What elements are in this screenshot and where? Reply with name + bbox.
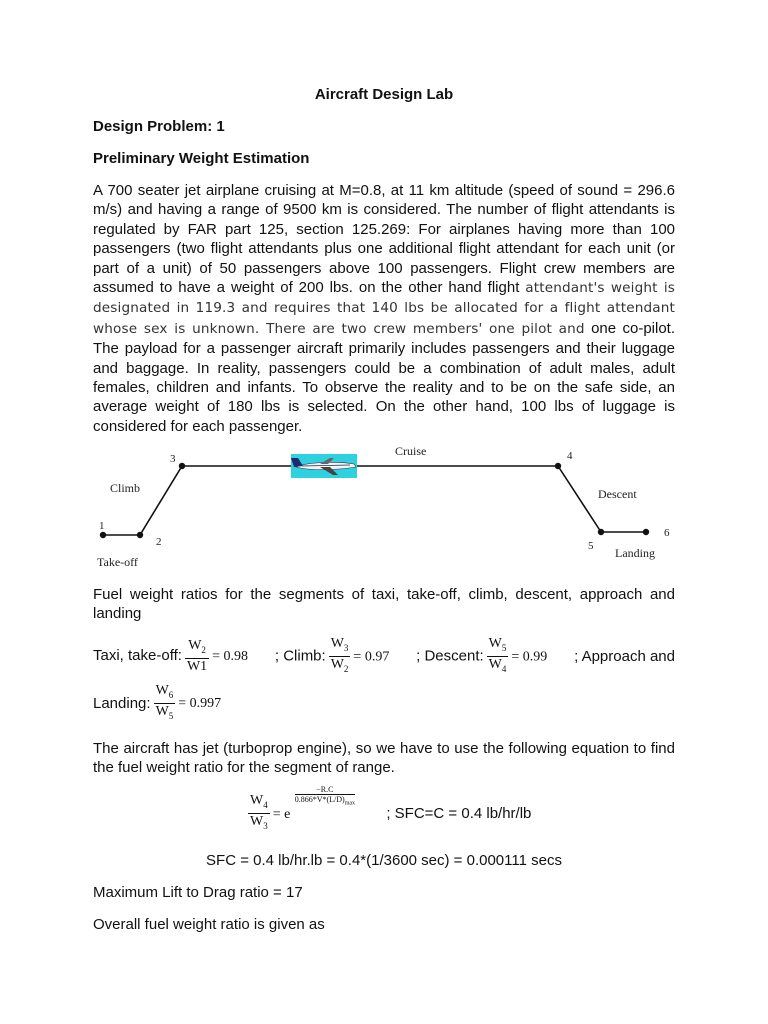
problem-heading: Design Problem: 1 (93, 118, 225, 135)
descent-segment (558, 466, 601, 532)
page-title: Aircraft Design Lab (314, 86, 454, 103)
point-label-1: 1 (99, 520, 105, 532)
waypoint-1 (100, 532, 106, 538)
descent-label: ; Descent: (416, 646, 484, 664)
waypoint-6 (643, 529, 649, 535)
point-label-6: 6 (664, 527, 670, 539)
sfc-line: SFC = 0.4 lb/hr.lb = 0.4*(1/3600 sec) = 0.000111 secs (206, 852, 562, 869)
takeoff-label: Take-off (97, 555, 138, 569)
point-label-3: 3 (170, 453, 176, 465)
intro-part2: attendant's weight is designated in 119.3 and requires that 140 lbs be allocated for a flight attendant whose sex is unknown. There are two crew members' one pilot and (93, 280, 675, 337)
exponential-term: = e −R.C $0.866*V*(L/D)_{max}$ (272, 785, 356, 822)
climb-label: ; Climb: (274, 646, 326, 664)
exponent-fraction: −R.C $0.866*V*(L/D)_{max}$ (294, 785, 356, 807)
ratios-intro: Fuel weight ratios for the segments of taxi, take-off, climb, descent, approach and landing (93, 586, 675, 623)
point-label-2: 2 (156, 536, 162, 548)
climb-value: = 0.97 (353, 648, 390, 664)
waypoint-3 (179, 463, 185, 469)
landing-value: = 0.997 (178, 695, 222, 711)
climb-segment (140, 466, 182, 535)
sfc-inline: ; SFC=C = 0.4 lb/hr/lb (386, 804, 532, 822)
climb-label: Climb (110, 481, 141, 495)
approach-label: ; Approach and (574, 647, 675, 665)
taxi-group (93, 638, 248, 674)
point-label-4: 4 (567, 450, 573, 462)
descent-fraction: $\frac{W_5}{W_4}$ (488, 635, 507, 674)
waypoint-2 (137, 532, 143, 538)
landing-fraction: $\frac{W_6}{W_5}$ (155, 682, 174, 721)
climb-group (275, 636, 389, 677)
descent-label: Descent (598, 487, 637, 501)
mission-profile-diagram (88, 440, 688, 570)
climb-fraction: $\frac{W_3}{W_2}$ (330, 635, 349, 674)
range-fraction: $\frac{W_4}{W_3}$ (250, 792, 268, 831)
overall-ratio-line: Overall fuel weight ratio is given as (93, 916, 325, 933)
cruise-label: Cruise (395, 444, 427, 458)
landing-equation-row (93, 683, 675, 723)
descent-group (416, 636, 547, 677)
range-equation (245, 785, 532, 838)
mission-path (103, 466, 646, 535)
waypoint-5 (598, 529, 604, 535)
section-heading: Preliminary Weight Estimation (93, 150, 310, 167)
waypoints (100, 463, 649, 538)
waypoint-4 (555, 463, 561, 469)
descent-value: = 0.99 (511, 648, 548, 664)
ratio-equations-row (93, 636, 675, 676)
landing-label: Landing: (93, 694, 151, 712)
intro-part3: one co-pilot. The payload for a passenger aircraft primarily includes passengers and their luggage and baggage. In reality, passengers could be a combination of adult males, adult females, children and infants. To observe the reality and to be on the safe side, an average weight of 180 lbs is selected. On the other hand, 100 lbs of luggage is considered for each passenger. (93, 319, 676, 435)
intro-paragraph (93, 181, 675, 436)
airplane-icon (291, 454, 357, 478)
intro-part1: A 700 seater jet airplane cruising at M=0.8, at 11 km altitude (speed of sound = 296.6 m/s) and having a range of 9500 km is considered. The number of flight attendants is regulated by FAR part 125, section 125.269: For airplanes having more than 100 passengers (two flight attendants plus one additional flight attendant for each unit (or part of a unit) of 50 passengers above 100 passengers. Flight crew members are assumed to have a weight of 200 lbs. on the other hand flight (93, 182, 675, 297)
taxi-fraction: $\frac{W_2}{W1}$ (186, 638, 208, 674)
lift-drag-line: Maximum Lift to Drag ratio = 17 (93, 884, 303, 901)
taxi-label: Taxi, take-off: (93, 646, 182, 664)
taxi-value: = 0.98 (212, 648, 249, 664)
point-label-5: 5 (588, 540, 594, 552)
range-paragraph: The aircraft has jet (turboprop engine), so we have to use the following equation to find the fuel weight ratio for the segment of range. (93, 740, 675, 777)
landing-label: Landing (615, 546, 655, 560)
